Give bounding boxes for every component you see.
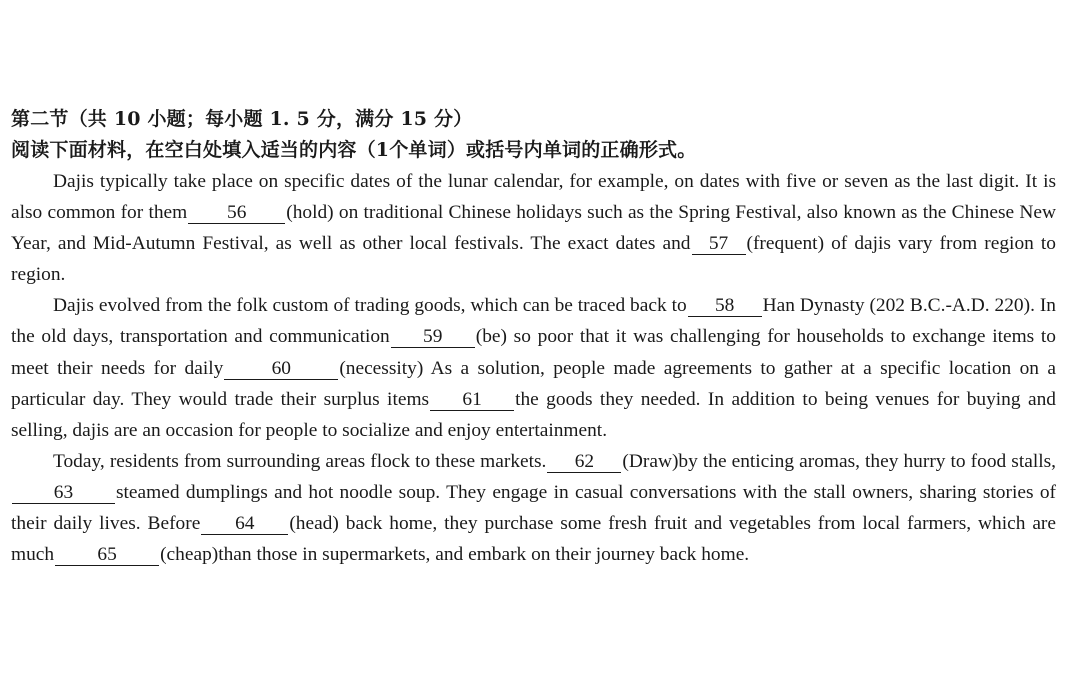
p2-text-5: the goods they needed. In addition to being venues for buying and selling, dajis are an occasion for people to socialize and enjoy entertainment.: [11, 388, 1056, 441]
p3-text-4: (head) back home, they purchase some fresh fruit and vegetables from local farmers, which are much: [11, 513, 1056, 566]
blank-58[interactable]: 58: [688, 296, 762, 317]
blank-62[interactable]: 62: [547, 452, 621, 473]
p1-text-3: (frequent) of dajis vary from region to region.: [11, 233, 1056, 286]
blank-61[interactable]: 61: [430, 390, 514, 411]
p3-text-2: (Draw)by the enticing aromas, they hurry to food stalls,: [622, 450, 1056, 472]
p1-text-2: (hold) on traditional Chinese holidays such as the Spring Festival, also known as the Chinese New Year, and Mid-Autumn Festival, as well as other local festivals. The exact dates and: [11, 202, 1056, 255]
blank-56[interactable]: 56: [188, 203, 285, 224]
paragraph-3: [11, 446, 1056, 570]
blank-63[interactable]: 63: [12, 483, 115, 504]
p2-text-3: (be) so poor that it was challenging for households to exchange items to meet their needs for daily: [11, 326, 1057, 379]
blank-65[interactable]: 65: [55, 545, 159, 566]
blank-60[interactable]: 60: [224, 359, 338, 380]
section-instruction: 阅读下面材料，在空白处填入适当的内容（1个单词）或括号内单词的正确形式。: [11, 139, 697, 161]
blank-57[interactable]: 57: [692, 234, 746, 255]
p3-text-3: steamed dumplings and hot noodle soup. They engage in casual conversations with the stall owners, sharing stories of their daily lives. Before: [11, 481, 1056, 535]
blank-59[interactable]: 59: [391, 327, 475, 348]
paragraph-2: [11, 290, 1056, 445]
p3-text-5: (cheap)than those in supermarkets, and embark on their journey back home.: [160, 544, 750, 566]
p2-text-2: Han Dynasty (202 B.C.-A.D. 220). In the old days, transportation and communication: [11, 295, 1056, 348]
p2-text-1: Dajis evolved from the folk custom of trading goods, which can be traced back to: [53, 295, 687, 317]
document-page: [11, 104, 1056, 570]
blank-64[interactable]: 64: [201, 514, 288, 535]
section-title: 第二节（共 10 小题；每小题 1. 5 分，满分 15 分）: [11, 108, 473, 130]
paragraph-1: [11, 166, 1056, 290]
p2-text-4: (necessity) As a solution, people made agreements to gather at a specific location on a particular day. They would trade their surplus items: [11, 357, 1057, 410]
p1-text-1: Dajis typically take place on specific dates of the lunar calendar, for example, on dates with five or seven as the last digit. It is also common for them: [11, 171, 1056, 224]
p3-text-1: Today, residents from surrounding areas flock to these markets.: [53, 450, 547, 472]
